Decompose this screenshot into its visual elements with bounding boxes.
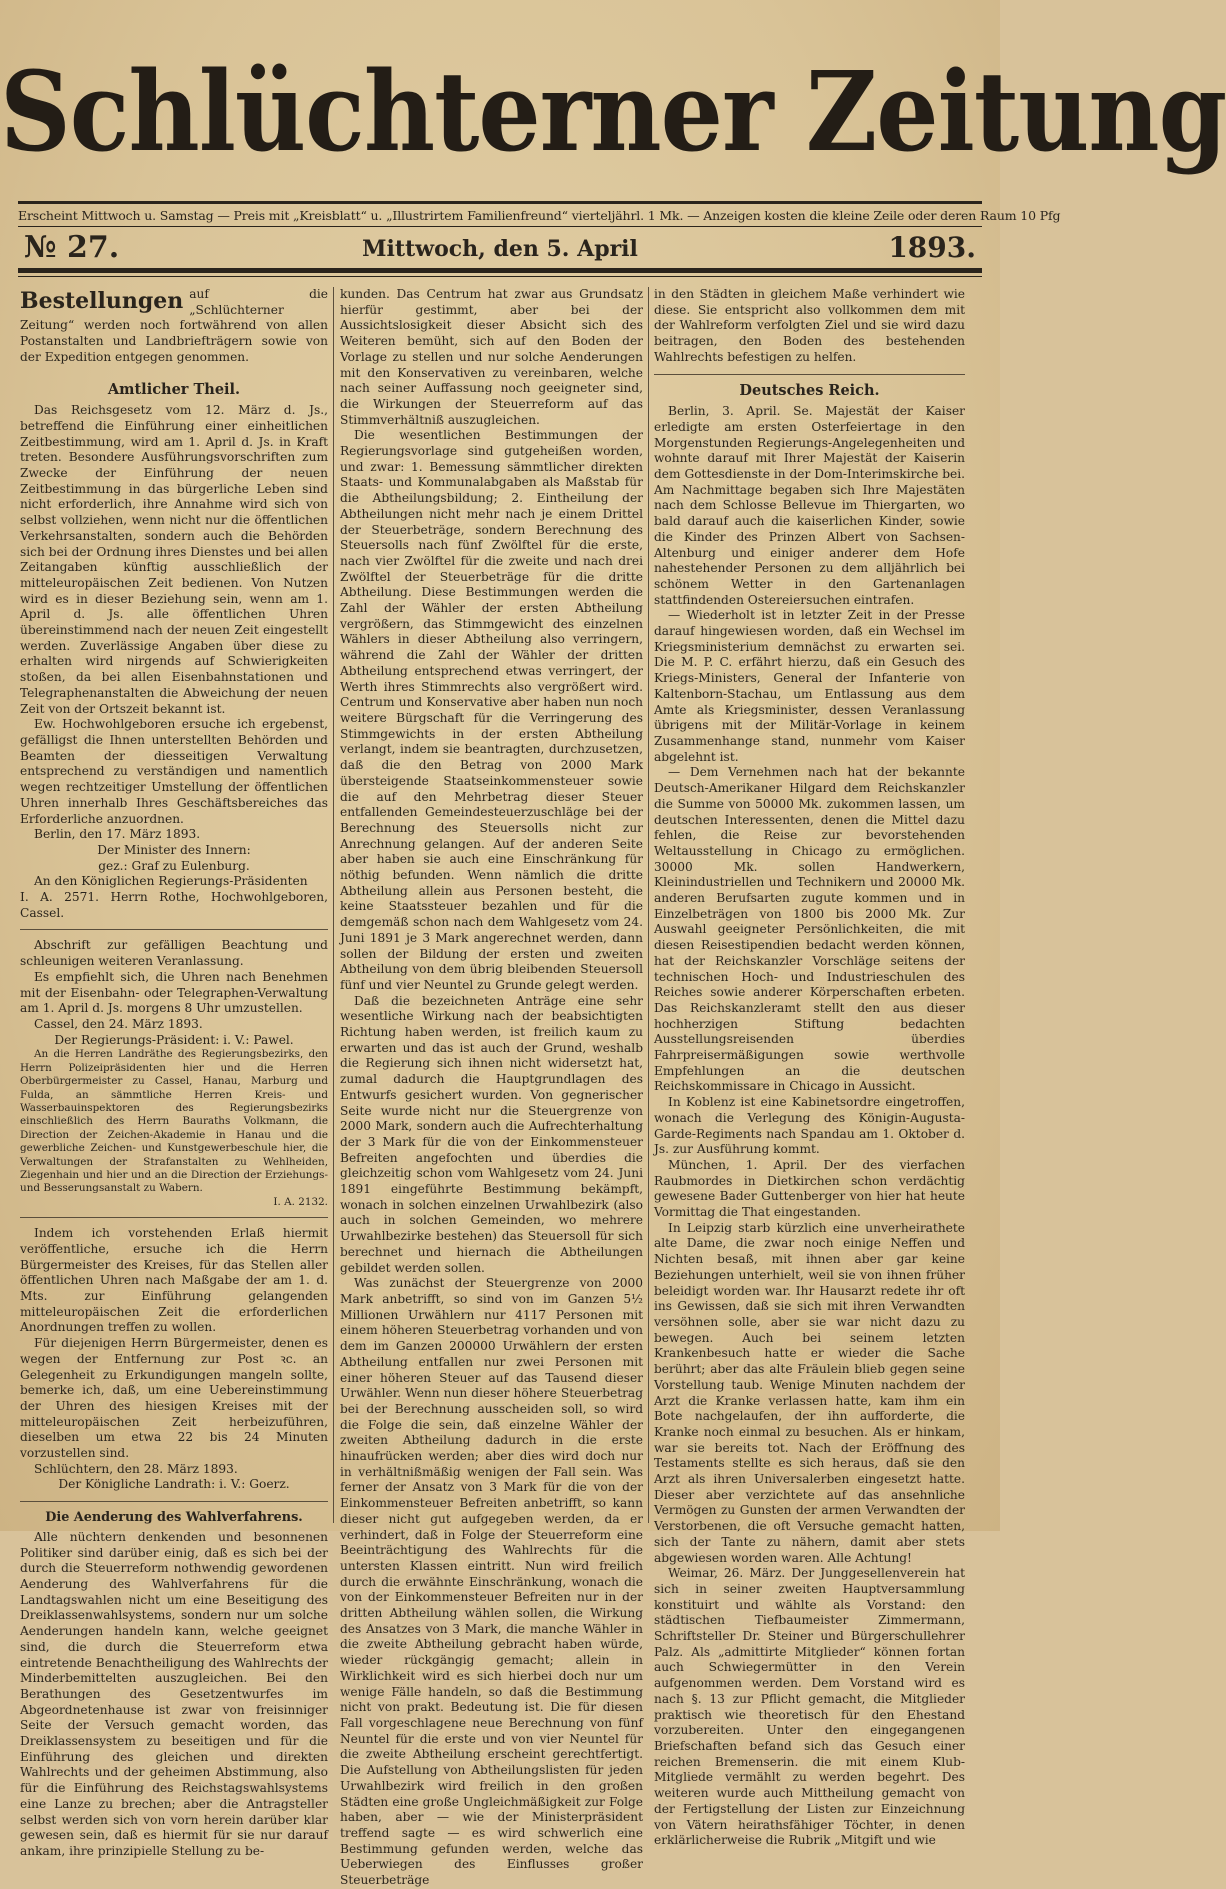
signature-line: Der Minister des Innern: [97, 842, 251, 857]
aenderung-heading: Die Aenderung des Wahlverfahrens. [45, 1510, 303, 1526]
paragraph: Die wesentlichen Bestimmungen der Regierungsvorlage sind gutgeheißen worden, und zwar: 1. Bemessung sämmtlicher direkten Staats- und Kommunalabgaben als Maßstab für die Abtheilungsbildung; 2. Eintheilung der Abtheilungen nicht mehr nach je einem Drittel der Steuerbeträge, sondern Berechnung des Steuersolls nach fünf Zwölftel für die erste, nach vier Zwölftel für die zweite und nach drei Zwölftel der Steuerbeträge für die dritte Abtheilung. Diese Bestimmungen werden die Zahl der Wähler der ersten Abtheilung vergrößern, das Stimmgewicht des einzelnen Wählers in dieser Abtheilung also verringern, während die Zahl der Wähler der dritten Abtheilung entsprechend etwas verringert, der Werth ihres Stimmrechts also vergrößert wird. Centrum und Konservative aber haben nun noch weitere Bürgschaft für die Verringerung des Stimmgewichts in der ersten Abtheilung verlangt, indem sie beantragten, durchzusetzen, daß die den Betrag von 2000 Mark übersteigende Staatseinkommensteuer sowie die auf den Mehrbetrag dieser Steuer entfallenden Gemeindesteuerzuschläge bei der Berechnung des Steuersolls nicht zur Anrechnung gelangen. Auf der anderen Seite aber haben sie auch eine Einschränkung für nöthig befunden. Wenn nämlich die dritte Abtheilung allein aus Personen besteht, die keine Staatssteuer bezahlen und für die demgemäß schon nach dem Wahlgesetz vom 24. Juni 1891 je 3 Mark angerechnet werden, dann sollen der Bildung der ersten und zweiten Abtheilung von dem übrig bleibenden Steuersoll fünf und vier Neuntel zu Grunde gelegt werden. [340, 428, 643, 992]
paragraph: kunden. Das Centrum hat zwar aus Grundsatz hierfür gestimmt, aber bei der Aussichtslosigkeit dieser Absicht sich des Weiteren bemüht, sich auf den Boden der Vorlage zu stellen und nur solche Aenderungen mit den Konservativen zu vereinbaren, welche nach seiner Auffassung noch geeigneter sind, die Wirkungen der Steuerreform auf das Stimmverhältniß auszugleichen. [340, 287, 643, 427]
dateline-rule-thick [18, 268, 982, 273]
paragraph: Schlüchtern, den 28. März 1893. [34, 1461, 238, 1476]
reference-number: I. A. 2132. [273, 1195, 328, 1208]
column-divider-1 [333, 287, 334, 1523]
amtlicher-theil-heading: Amtlicher Theil. [107, 380, 241, 398]
paragraph: In Koblenz ist eine Kabinetsordre eingetroffen, wonach die Verlegung des Königin-Augusta-Garde-Regiments nach Spandau am 1. Oktober d. Js. zur Ausführung kommt. [654, 1095, 965, 1157]
column-divider-2 [648, 287, 649, 1523]
masthead-rule [18, 201, 982, 204]
info-rule [18, 226, 982, 227]
paragraph: Für diejenigen Herrn Bürgermeister, denen es wegen der Entfernung zur Post ꝛc. an Gelegenheit zu Erkundigungen mangeln sollte, bemerke ich, daß, um eine Uebereinstimmung der Uhren des hiesigen Kreises mit der mitteleuropäischen Zeit herbeizuführen, dieselben um etwa 22 bis 24 Minuten vorzustellen sind. [20, 1336, 328, 1461]
paragraph: I. A. 2571. Herrn Rothe, Hochwohlgeboren, Cassel. [20, 890, 328, 920]
paragraph: — Dem Vernehmen nach hat der bekannte Deutsch-Amerikaner Hilgard dem Reichskanzler die Summe von 50000 Mk. zukommen lassen, um deutschen Interessenten, denen die Mittel dazu fehlen, die Reise zur bevorstehenden Weltausstellung in Chicago zu ermöglichen. 30000 Mk. sollen Handwerkern, Kleinindustriellen und Technikern und 20000 Mk. anderen Berufsarten zugute kommen und in Einzelbeträgen von 1800 bis 2000 Mk. Zur Auswahl geeigneter Persönlichkeiten, die mit diesen Reisestipendien bedacht werden können, hat der Reichskanzler Vorschläge seitens der technischen Hoch- und Industrieschulen des Reiches sowie anderer Körperschaften erbeten. Das Reichskanzleramt stellt den aus dieser hochherzigen Stiftung bedachten Ausstellungsreisenden überdies Fahrpreisermäßigungen sowie werthvolle Empfehlungen an die deutschen Reichskommissare in Chicago in Aussicht. [654, 765, 965, 1094]
column-1 [20, 287, 328, 1858]
paragraph: Daß die bezeichneten Anträge eine sehr wesentliche Wirkung nach der beabsichtigten Richtung haben werden, ist freilich kaum zu erwarten und das ist auch der Grund, weshalb die Regierung sich ihnen nicht widersetzt hat, zumal dadurch die Hauptgrundlagen des Entwurfs gesichert wurden. Von gegnerischer Seite wurde nicht nur die Steuergrenze von 2000 Mark, sondern auch die Aufrechterhaltung der 3 Mark für die von der Einkommensteuer Befreiten angefochten und überdies die gleichzeitig schon vom Wahlgesetz vom 24. Juni 1891 eingeführte Bestimmung bekämpft, wonach in solchen einzelnen Urwahlbezirk (also auch in solchen Gemeinden, wo mehrere Urwahlbezirke bestehen) das Steuersoll für sich berechnet und hiernach die Abtheilungen gebildet werden sollen. [340, 993, 643, 1275]
separator [20, 1501, 328, 1502]
column-2 [340, 287, 643, 1888]
paragraph: Es empfiehlt sich, die Uhren nach Benehmen mit der Eisenbahn- oder Telegraphen-Verwaltung am 1. April d. Js. morgens 8 Uhr umzustellen. [20, 969, 328, 1016]
masthead-title: Schlüchterner Zeitung [0, 48, 1226, 177]
subscription-info-line: Erscheint Mittwoch u. Samstag — Preis mit „Kreisblatt“ u. „Illustrirtem Familienfreund“ vierteljährl. 1 Mk. — Anzeigen kosten die kleine Zeile oder deren Raum 10 Pfg [18, 208, 1061, 223]
issue-year: 1893. [888, 231, 976, 264]
paragraph: in den Städten in gleichem Maße verhindert wie diese. Sie entspricht also vollkommen dem mit der Wahlreform verfolgten Ziel und sie wird dazu beitragen, den Boden des bestehenden Wahlrechts befestigen zu helfen. [654, 287, 965, 364]
paragraph: Das Reichsgesetz vom 12. März d. Js., betreffend die Einführung einer einheitlichen Zeitbestimmung, wird am 1. April d. Js. in Kraft treten. Besondere Ausführungsvorschriften zum Zwecke der Einführung der neuen Zeitbestimmung in das bürgerliche Leben sind nicht erforderlich, ihre Annahme wird sich von selbst vollziehen, wenn nicht nur die öffentlichen Verkehrsanstalten, sondern auch die Behörden sich bei der Ordnung ihres Dienstes und bei allen Zeitangaben künftig ausschließlich der mitteleuropäischen Zeit bedienen. Von Nutzen wird es in dieser Beziehung sein, wenn am 1. April d. Js. alle öffentlichen Uhren übereinstimmend nach der neuen Zeit eingestellt werden. Zuverlässige Angaben über diese zu erhalten wird nirgends auf Schwierigkeiten stoßen, da bei allen Eisenbahnstationen und Telegraphenanstalten die Abweichung der neuen Zeit von der Ortszeit bekannt ist. [20, 403, 328, 716]
dateline [18, 228, 982, 268]
paragraph: Alle nüchtern denkenden und besonnenen Politiker sind darüber einig, daß es sich bei der durch die Steuerreform nothwendig gewordenen Aenderung des Wahlverfahrens für die Landtagswahlen nicht um eine Beseitigung des Dreiklassenwahlsystems, sondern nur um solche Aenderungen handeln kann, welche geeignet sind, die durch die Steuerreform etwa eintretende Benachtheiligung des Wahlrechts der Minderbemittelten auszugleichen. Bei den Berathungen des Gesetzentwurfes im Abgeordnetenhause ist zwar von freisinniger Seite der Versuch gemacht worden, das Dreiklassensystem zu beseitigen und für die Einführung des gleichen und direkten Wahlrechts und der geheimen Abstimmung, also für die Einführung des Reichstagswahlsystems eine Lanze zu brechen; aber die Antragsteller selbst werden sich von vorn herein darüber klar gewesen sein, daß es hiermit für sie nur darauf ankam, ihre prinzipielle Stellung zu be- [20, 1529, 328, 1858]
paragraph-small: An die Herren Landräthe des Regierungsbezirks, den Herrn Polizeipräsidenten hier und die Herren Oberbürgermeister zu Cassel, Hanau, Marburg und Fulda, an sämmtliche Herren Kreis- und Wasserbauinspektoren des Regierungsbezirks einschließlich des Herrn Bauraths Volkmann, die Direction der Zeichen-Akademie in Hanau und die gewerbliche Zeichen- und Kunstgewerbeschule hier, die Verwaltungen der Strafanstalten zu Wehlheiden, Ziegenhain und hier und an die Direction der Erziehungs- und Besserungsanstalt zu Wabern. [20, 1048, 328, 1195]
dateline-rule-thin [18, 276, 982, 277]
paragraph: — Wiederholt ist in letzter Zeit in der Presse darauf hingewiesen worden, daß ein Wechsel im Kriegsministerium demnächst zu erwarten sei. Die M. P. C. erfährt hierzu, daß ein Gesuch des Kriegs-Ministers, General der Infanterie von Kaltenborn-Stachau, um Entlassung aus dem Amte als Kriegsminister, dessen Veranlassung übrigens mit der Militär-Vorlage in keinem Zusammenhange stand, nunmehr vom Kaiser abgelehnt ist. [654, 608, 965, 764]
paragraph: In Leipzig starb kürzlich eine unverheirathete alte Dame, die zwar noch einige Neffen und Nichten besaß, mit ihnen aber gar keine Beziehungen unterhielt, weil sie von ihnen früher beleidigt worden war. Ihr Hausarzt redete ihr oft ins Gewissen, daß sie sich mit ihren Verwandten versöhnen solle, aber sie war nicht dazu zu bewegen. Auch bei seinem letzten Krankenbesuch hatte er wieder die Sache berührt; aber das alte Fräulein blieb gegen seine Vorstellung taub. Wenige Minuten nachdem der Arzt die Kranke verlassen hatte, kam ihm ein Bote nachgelaufen, der ihn aufforderte, die Kranke noch einmal zu besuchen. Als er hinkam, war sie bereits tot. Nach der Eröffnung des Testaments stellte es sich heraus, daß sie den Arzt als ihren Universalerben eingesetzt hatte. Dieser aber verzichtete auf das ansehnliche Vermögen zu Gunsten der armen Verwandten der Verstorbenen, die oft Versuche gemacht hatten, sich der Tante zu nähern, damit aber stets abgewiesen worden waren. Alle Achtung! [654, 1220, 965, 1565]
column-3 [654, 287, 965, 1848]
issue-number: № 27. [24, 230, 120, 265]
separator [20, 929, 328, 930]
paragraph: Indem ich vorstehenden Erlaß hiermit veröffentliche, ersuche ich die Herrn Bürgermeister des Kreises, für das Stellen aller öffentlichen Uhren nach Maßgabe der am 1. d. Mts. zur Einführung gelangenden mitteleuropäischen Zeit die erforderlichen Anordnungen treffen zu wollen. [20, 1226, 328, 1335]
separator [654, 374, 965, 375]
paragraph: Ew. Hochwohlgeboren ersuche ich ergebenst, gefälligst die Ihnen unterstellten Behörden und Beamten der diesseitigen Verwaltung entsprechend zu verständigen und namentlich wegen rechtzeitiger Umstellung der öffentlichen Uhren innerhalb Ihres Geschäftsbereiches das Erforderliche anzuordnen. [20, 717, 328, 826]
issue-date: Mittwoch, den 5. April [362, 236, 638, 262]
bestellungen-text: auf die „Schlüchterner Zeitung“ werden noch fortwährend von allen Postanstalten und Landbriefträgern sowie von der Expedition entgegen genommen. [20, 287, 328, 364]
paragraph: An den Königlichen Regierungs-Präsidenten [34, 874, 308, 889]
signature-line: gez.: Graf zu Eulenburg. [98, 858, 250, 873]
paragraph: Cassel, den 24. März 1893. [34, 1016, 203, 1031]
bestellungen-notice [20, 287, 328, 366]
paragraph: Weimar, 26. März. Der Junggesellenverein hat sich in seiner zweiten Hauptversammlung konstituirt und wählte als Vorstand: den städtischen Tiefbaumeister Zimmermann, Schriftsteller Dr. Steiner und Bürgerschullehrer Palz. Als „admittirte Mitglieder“ können fortan auch Schwiegermütter in den Verein aufgenommen werden. Dem Vorstand wird es nach §. 13 zur Pflicht gemacht, die Mitglieder praktisch wie theoretisch für den Ehestand vorzubereiten. Unter den eingegangenen Briefschaften befand sich das Gesuch einer reichen Bremenserin. die mit einem Klub-Mitgliede vermählt zu werden begehrt. Des weiteren wurde auch Mittheilung gemacht von der Fertigstellung der Listen zur Einzeichnung von Vätern heirathsfähiger Töchter, in denen erklärlicherweise die Rubrik „Mitgift und wie [654, 1566, 965, 1848]
paragraph: Berlin, 3. April. Se. Majestät der Kaiser erledigte am ersten Osterfeiertage in den Morgenstunden Regierungs-Angelegenheiten und wohnte darauf mit Ihrer Majestät der Kaiserin dem Gottesdienste in der Dom-Interimskirche bei. Am Nachmittage begaben sich Ihre Majestäten nach dem Schlosse Bellevue im Thiergarten, wo bald darauf auch die kaiserlichen Kinder, sowie die Kinder des Prinzen Albert von Sachsen-Altenburg und einiger anderer dem Hofe nahestehender Personen zu dem alljährlich bei schönem Wetter in den Gartenanlagen stattfindenden Ostereiersuchen eintrafen. [654, 404, 965, 607]
bestellungen-word: Bestellungen [20, 288, 184, 314]
deutsches-reich-heading: Deutsches Reich. [739, 381, 880, 399]
paragraph: Berlin, den 17. März 1893. [34, 827, 201, 842]
paragraph: München, 1. April. Der des vierfachen Raubmordes in Dietkirchen schon verdächtig gewesene Bader Guttenberger von hier hat heute Vormittag die That eingestanden. [654, 1157, 965, 1220]
signature-line: Der Königliche Landrath: i. V.: Goerz. [58, 1477, 290, 1492]
separator [20, 1217, 328, 1218]
signature-line: Der Regierungs-Präsident: i. V.: Pawel. [54, 1032, 294, 1047]
paragraph: Abschrift zur gefälligen Beachtung und schleunigen weiteren Veranlassung. [20, 938, 328, 969]
paragraph: Was zunächst der Steuergrenze von 2000 Mark anbetrifft, so sind von im Ganzen 5½ Millionen Urwählern nur 4117 Personen mit einem höheren Steuerbetrag vorhanden und von dem im Ganzen 200000 Urwählern der ersten Abtheilung entfallen nur zwei Personen mit einer höheren Steuer auf das Tausend dieser Urwähler. Wenn nun dieser höhere Steuerbetrag bei der Berechnung ausscheiden soll, so wird die Folge die sein, daß einzelne Wähler der zweiten Abtheilung dadurch in die erste hinaufrücken werden; aber dies wird doch nur in verhältnißmäßig wenigen der Fall sein. Was ferner der Ansatz von 3 Mark für die von der Einkommensteuer Befreiten anbetrifft, so kann dieser nicht gut aufgegeben werden, da er verhindert, daß in Folge der Steuerreform eine Beeinträchtigung des Wahlrechts für die untersten Klassen eintritt. Nun wird freilich durch die erwähnte Einschränkung, wonach die von der Einkommensteuer Befreiten nur in der dritten Abtheilung wählen sollen, die Wirkung des Ansatzes von 3 Mark, die manche Wähler in die zweite Abtheilung gebracht haben würde, wieder rückgängig gemacht; allein in Wirklichkeit wird es sich hierbei doch nur um wenige Fälle handeln, so daß die Bestimmung nicht von prakt. Bedeutung ist. Die für diesen Fall vorgeschlagene neue Berechnung von fünf Neuntel für die erste und von vier Neuntel für die zweite Abtheilung erscheint gerechtfertigt. Die Aufstellung von Abtheilungslisten für jeden Urwahlbezirk wird freilich in den großen Städten eine große Ungleichmäßigkeit zur Folge haben, aber — wie der Ministerpräsident treffend sagte — es wird schwerlich eine Bestimmung gefunden werden, welche das Ueberwiegen des Einflusses großer Steuerbeträge [340, 1276, 643, 1888]
